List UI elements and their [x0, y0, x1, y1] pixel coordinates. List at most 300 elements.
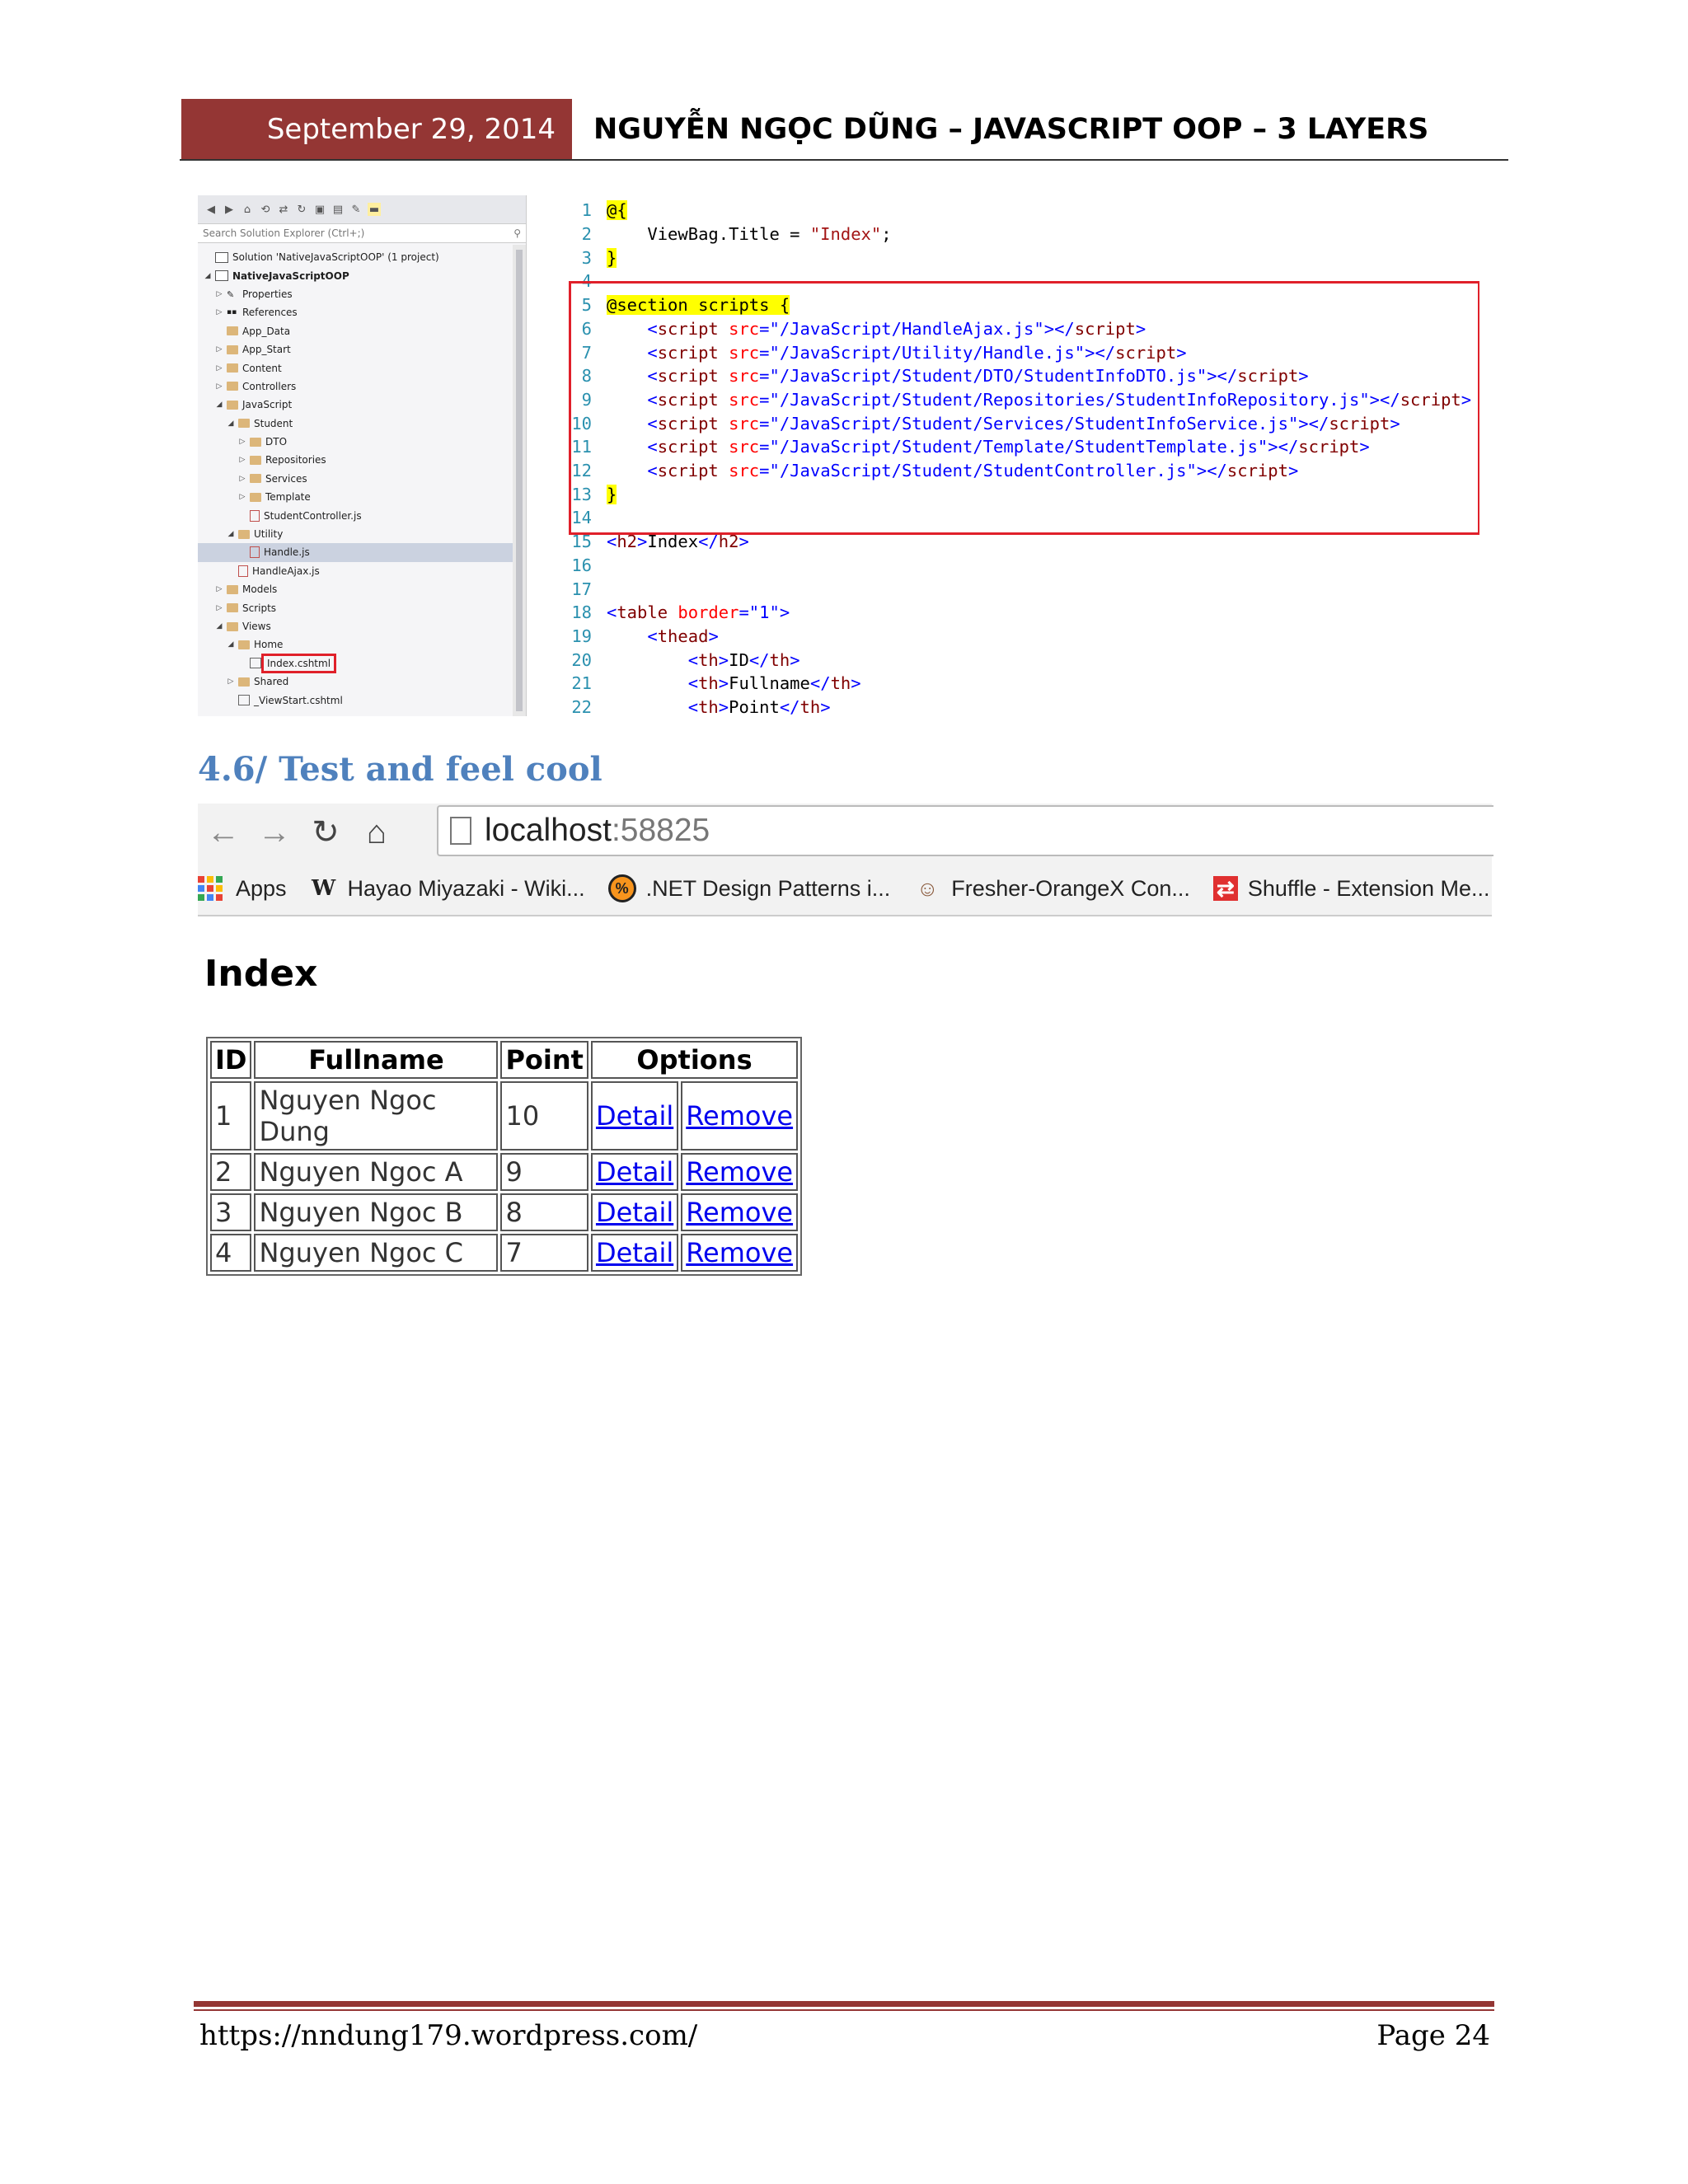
tree-item-label: Scripts [242, 602, 277, 614]
code-token: th [830, 673, 851, 694]
cell-option [681, 1081, 798, 1151]
expander-icon[interactable]: ▷ [239, 456, 246, 465]
jenkins-icon: ☺ [916, 875, 939, 901]
bookmark-label: Shuffle - Extension Me... [1247, 875, 1490, 901]
cell-id: 4 [210, 1234, 251, 1272]
browser-nav-row [198, 804, 1492, 861]
code-text [607, 224, 892, 244]
code-token: > [1461, 389, 1472, 410]
cell-fullname: Nguyen Ngoc B [254, 1193, 498, 1231]
code-token [668, 602, 678, 622]
collapse-icon[interactable]: ▣ [314, 203, 326, 216]
line-number: 13 [571, 484, 592, 504]
detail-link[interactable]: Detail [595, 1237, 674, 1268]
folder-icon [238, 419, 250, 428]
code-token: < [607, 649, 699, 670]
bookmark-label: Hayao Miyazaki - Wiki... [347, 875, 585, 901]
history-icon[interactable]: ⟲ [260, 203, 270, 216]
code-token: script [657, 461, 719, 481]
code-token: th [769, 649, 790, 670]
code-line [560, 223, 1475, 246]
folder-icon [250, 456, 261, 465]
code-token: script [1074, 318, 1136, 339]
tree-item[interactable] [198, 377, 526, 396]
bookmark-item[interactable] [913, 874, 1190, 902]
remove-link[interactable]: Remove [686, 1100, 794, 1132]
tree-item-label: HandleAjax.js [252, 565, 320, 577]
code-token: ="/JavaScript/Student/DTO/StudentInfoDTO.js"></ [759, 366, 1238, 387]
code-token: > [1390, 413, 1400, 434]
code-token: ID [729, 649, 749, 670]
folder-icon [238, 677, 250, 687]
line-number: 1 [581, 200, 592, 221]
code-text [607, 602, 790, 622]
tree-item[interactable] [198, 451, 526, 469]
code-token: > [637, 532, 648, 552]
dofactory-icon: % [608, 874, 636, 902]
tree-item-label: _ViewStart.cshtml [254, 694, 343, 706]
code-token: h2 [617, 532, 638, 552]
code-token: script [1115, 342, 1177, 363]
code-line [560, 625, 1475, 649]
solution-search-placeholder: Search Solution Explorer (Ctrl+;) [203, 227, 365, 239]
cell-point: 10 [500, 1081, 588, 1151]
wrench-icon: ✎ [227, 289, 235, 301]
solution-explorer-toolbar [198, 195, 526, 224]
code-token: < [607, 697, 699, 716]
tree-item-label: DTO [265, 436, 288, 448]
address-bar[interactable] [437, 805, 1493, 856]
table-header-cell: ID [210, 1041, 251, 1079]
tree-item-label: Template [265, 491, 311, 504]
code-token: > [820, 697, 831, 716]
tree-item[interactable] [198, 396, 526, 414]
line-number: 18 [571, 602, 592, 623]
code-token: script [1298, 437, 1360, 457]
code-line [560, 199, 1475, 223]
code-token: ="/JavaScript/Student/Services/StudentInfoService.js"></ [759, 413, 1329, 434]
code-token: src [729, 413, 760, 434]
expander-icon[interactable]: ▷ [216, 289, 223, 298]
remove-link[interactable]: Remove [686, 1197, 794, 1228]
line-number: 4 [581, 271, 592, 292]
tree-item[interactable] [198, 470, 526, 488]
code-token: h2 [718, 532, 739, 552]
cell-option [681, 1234, 798, 1272]
tree-item[interactable] [198, 691, 526, 709]
code-text [607, 248, 617, 268]
code-text [607, 697, 831, 716]
js-icon [250, 546, 260, 558]
tree-item[interactable] [198, 525, 526, 543]
solution-scrollbar[interactable] [513, 245, 526, 716]
expander-icon[interactable]: ▷ [216, 345, 223, 354]
code-token: script [657, 366, 719, 387]
line-number: 10 [571, 413, 592, 434]
folder-icon [227, 345, 238, 354]
line-number: 8 [581, 366, 592, 387]
code-token: < [607, 673, 699, 694]
expander-icon[interactable]: ▷ [216, 363, 223, 373]
cshtml-icon [238, 695, 250, 705]
tree-item[interactable] [198, 415, 526, 433]
code-line [560, 577, 1475, 601]
refresh-icon[interactable]: ↻ [297, 203, 307, 216]
table-row [210, 1193, 798, 1231]
forward-arrow-icon[interactable]: → [258, 813, 291, 851]
table-row [210, 1153, 798, 1191]
code-line [560, 554, 1475, 578]
code-token: th [799, 697, 821, 716]
bookmark-item[interactable] [608, 874, 891, 902]
ide-screenshot [198, 195, 1479, 716]
code-line [560, 246, 1475, 269]
table-header-cell: Options [591, 1041, 798, 1079]
code-token: > [1135, 318, 1146, 339]
remove-link[interactable]: Remove [686, 1156, 794, 1188]
cell-option [591, 1081, 678, 1151]
code-token: Fullname [729, 673, 810, 694]
cell-option [681, 1193, 798, 1231]
code-token: script [1400, 389, 1461, 410]
folder-icon [227, 622, 238, 631]
code-token: </ [698, 532, 719, 552]
expander-icon[interactable]: ▷ [216, 585, 223, 594]
code-token: @{ [607, 200, 627, 221]
tree-item-label: Views [242, 621, 271, 632]
cell-fullname: Nguyen Ngoc Dung [254, 1081, 498, 1151]
expander-icon[interactable]: ◢ [227, 640, 234, 649]
code-token: ; [881, 224, 892, 245]
line-number: 22 [571, 697, 592, 716]
table-header-cell: Fullname [254, 1041, 498, 1079]
bookmark-item[interactable] [1213, 876, 1490, 902]
code-token: th [698, 673, 719, 694]
home-icon[interactable]: ⌂ [366, 813, 387, 851]
code-token: > [851, 673, 861, 694]
line-number: 9 [581, 389, 592, 410]
cell-id: 2 [210, 1153, 251, 1191]
shuffle-icon: ⇄ [1213, 876, 1238, 901]
line-number: 20 [571, 649, 592, 670]
line-number: 17 [571, 579, 592, 599]
folder-icon [250, 493, 261, 502]
expander-icon[interactable]: ▷ [216, 382, 223, 391]
tree-item-label: App_Data [242, 325, 291, 337]
solution-icon [215, 252, 228, 263]
show-all-icon[interactable]: ▤ [332, 203, 344, 216]
code-token: script [657, 318, 719, 339]
cell-fullname: Nguyen Ngoc C [254, 1234, 498, 1272]
browser-chrome [198, 804, 1492, 916]
expander-icon[interactable]: ◢ [216, 622, 223, 630]
tree-item[interactable] [198, 433, 526, 451]
apps-icon [198, 874, 226, 902]
folder-icon [227, 585, 238, 594]
code-token: src [729, 437, 760, 457]
tree-item[interactable] [198, 654, 526, 673]
js-icon [238, 565, 248, 577]
section-heading: 4.6/ Test and feel cool [198, 750, 603, 789]
code-token: > [1287, 461, 1299, 481]
code-token: th [698, 649, 719, 670]
tree-item[interactable] [198, 303, 526, 321]
tree-item-label: Utility [254, 528, 284, 541]
cell-id: 3 [210, 1193, 251, 1231]
cell-option [591, 1234, 678, 1272]
solution-tree [198, 243, 526, 710]
tree-item[interactable] [198, 598, 526, 616]
code-token: } [607, 247, 617, 268]
tree-item-label: Models [242, 583, 278, 596]
code-token: } [607, 484, 617, 504]
properties-icon[interactable]: ✎ [351, 203, 361, 216]
tree-item[interactable] [198, 543, 526, 561]
code-token: ViewBag.Title = [607, 224, 810, 245]
cell-id: 1 [210, 1081, 251, 1151]
folder-icon [227, 401, 238, 410]
code-token: < [607, 366, 658, 387]
bookmark-item[interactable] [310, 874, 585, 902]
code-line [560, 601, 1475, 625]
code-token: ="/JavaScript/Student/StudentController.js"></ [759, 461, 1227, 481]
tree-item[interactable] [198, 617, 526, 635]
code-token: < [607, 389, 658, 410]
folder-icon [227, 603, 238, 612]
code-token: table [617, 602, 668, 623]
back-arrow-icon[interactable]: ← [207, 813, 240, 851]
cell-point: 9 [500, 1153, 588, 1191]
tree-item[interactable] [198, 673, 526, 691]
code-token: ="/JavaScript/HandleAjax.js"></ [759, 318, 1075, 339]
sync-icon[interactable]: ⇄ [279, 203, 288, 216]
student-table [206, 1037, 802, 1276]
expander-icon[interactable]: ▷ [239, 438, 246, 447]
tree-item[interactable] [198, 340, 526, 359]
tree-item-label: Controllers [242, 380, 297, 392]
folder-icon [238, 530, 250, 539]
tree-item-label: Handle.js [264, 546, 310, 559]
line-number: 3 [581, 247, 592, 268]
url-port: :58825 [611, 813, 710, 848]
code-token: < [607, 318, 658, 339]
code-token: < [607, 532, 617, 552]
code-token: script [1226, 461, 1288, 481]
expander-icon[interactable]: ◢ [227, 419, 234, 428]
code-token: ="1"> [738, 602, 790, 623]
code-text [607, 200, 627, 220]
tree-item-label: JavaScript [242, 399, 293, 411]
cell-option [591, 1193, 678, 1231]
tree-item-label: References [242, 307, 298, 319]
header-date: September 29, 2014 [181, 99, 572, 160]
tree-item-label: Content [242, 362, 282, 374]
code-token: < [607, 342, 658, 363]
code-token: src [729, 389, 760, 410]
cell-option [591, 1153, 678, 1191]
tree-item[interactable] [198, 488, 526, 506]
code-token: > [718, 697, 729, 716]
search-icon: ⚲ [513, 227, 521, 239]
expander-icon[interactable]: ▷ [239, 474, 246, 483]
code-token: script [657, 437, 719, 457]
project-icon [215, 270, 228, 281]
cshtml-icon [250, 658, 261, 668]
tree-item[interactable] [198, 580, 526, 598]
code-line [560, 696, 1475, 716]
tree-item-label: Repositories [265, 454, 326, 466]
expander-icon[interactable]: ▷ [216, 603, 223, 612]
line-number: 12 [571, 461, 592, 481]
tree-item[interactable] [198, 359, 526, 377]
code-token: script [657, 413, 719, 434]
reload-icon[interactable]: ↻ [312, 814, 340, 851]
folder-icon [227, 326, 238, 335]
js-icon [250, 510, 260, 522]
code-token: < [607, 413, 658, 434]
folder-icon [227, 382, 238, 391]
line-number: 19 [571, 626, 592, 646]
table-row [210, 1234, 798, 1272]
cell-point: 7 [500, 1234, 588, 1272]
bookmark-item[interactable] [198, 874, 287, 902]
tree-item-label: Home [254, 639, 284, 651]
code-token: < [607, 602, 617, 623]
tree-item[interactable] [198, 322, 526, 340]
tree-item[interactable] [198, 506, 526, 524]
code-token: src [729, 366, 760, 387]
expander-icon[interactable]: ◢ [204, 271, 211, 280]
detail-link[interactable]: Detail [595, 1197, 674, 1228]
code-token: src [729, 342, 760, 363]
tree-item[interactable] [198, 266, 526, 284]
line-number: 2 [581, 224, 592, 245]
footer-url: https://nndung179.wordpress.com/ [199, 2019, 698, 2052]
bookmark-label: Fresher-OrangeX Con... [951, 875, 1190, 901]
line-number: 6 [581, 318, 592, 339]
detail-link[interactable]: Detail [595, 1156, 674, 1188]
code-token: script [1237, 366, 1299, 387]
expander-icon[interactable]: ◢ [227, 530, 234, 539]
code-token: thead [657, 626, 709, 646]
code-token: ="/JavaScript/Utility/Handle.js"></ [759, 342, 1116, 363]
code-token: border [678, 602, 739, 623]
wikipedia-icon: W [311, 876, 336, 901]
code-token: < [607, 626, 658, 646]
cell-point: 8 [500, 1193, 588, 1231]
code-token: > [718, 673, 729, 694]
code-token: > [1176, 342, 1187, 363]
folder-icon [250, 474, 261, 483]
code-token: > [708, 626, 719, 646]
solution-explorer [198, 195, 527, 716]
folder-icon [238, 640, 250, 649]
table-header-cell: Point [500, 1041, 588, 1079]
header-rule [180, 159, 1508, 161]
code-token: Index [647, 532, 699, 552]
references-icon: ▪▪ [227, 307, 237, 316]
code-token: </ [779, 697, 800, 716]
home-icon[interactable]: ⌂ [243, 203, 251, 216]
table-header-row [210, 1041, 798, 1079]
code-token: > [1359, 437, 1370, 457]
tree-item-label: Index.cshtml [267, 657, 331, 669]
line-number: 5 [581, 295, 592, 316]
tree-item[interactable] [198, 562, 526, 580]
expander-icon[interactable]: ▷ [227, 677, 234, 687]
code-line [560, 648, 1475, 672]
code-token: src [729, 461, 760, 481]
tree-item-label: Services [265, 472, 307, 485]
pin-icon[interactable]: ▬ [368, 203, 380, 216]
url-host: localhost [485, 813, 612, 848]
back-icon[interactable]: ◀ [207, 203, 215, 216]
line-number: 14 [571, 508, 592, 528]
tree-item[interactable] [198, 635, 526, 654]
tree-item-label: App_Start [242, 344, 291, 356]
bookmarks-bar [198, 868, 1492, 909]
code-text [607, 650, 800, 670]
code-token: src [729, 318, 760, 339]
tree-item-label: StudentController.js [264, 509, 362, 522]
code-token: < [607, 437, 658, 457]
footer-page-number: Page 24 [1376, 2019, 1490, 2052]
code-token: > [1298, 366, 1309, 387]
expander-icon[interactable]: ◢ [216, 401, 223, 410]
tree-item[interactable] [198, 285, 526, 303]
code-token: "Index" [809, 224, 882, 245]
header-title: NGUYỄN NGỌC DŨNG – JAVASCRIPT OOP – 3 LAYERS [593, 113, 1429, 146]
tree-item-label: Student [254, 417, 293, 429]
tree-item-label: Shared [254, 676, 289, 688]
code-text [607, 626, 719, 646]
code-token: Point [729, 697, 780, 716]
code-token: script [1329, 413, 1390, 434]
forward-icon[interactable]: ▶ [225, 203, 233, 216]
line-number: 7 [581, 342, 592, 363]
line-number: 21 [571, 673, 592, 694]
code-token: </ [809, 673, 831, 694]
code-token: < [607, 461, 658, 481]
bookmark-label: Apps [236, 875, 287, 901]
tree-item-label: Properties [242, 288, 293, 300]
solution-search-input[interactable] [198, 224, 526, 243]
code-token: ="/JavaScript/Student/Template/StudentTemplate.js"></ [759, 437, 1299, 457]
code-line [560, 672, 1475, 696]
code-token: > [790, 649, 800, 670]
expander-icon[interactable]: ▷ [239, 493, 246, 502]
cell-fullname: Nguyen Ngoc A [254, 1153, 498, 1191]
code-token: > [718, 649, 729, 670]
tree-item[interactable] [198, 248, 526, 266]
footer-rule [194, 2001, 1494, 2007]
remove-link[interactable]: Remove [686, 1237, 794, 1268]
footer-rule-thin [194, 2009, 1494, 2011]
bookmark-label: .NET Design Patterns i... [645, 875, 891, 901]
code-token: script [657, 342, 719, 363]
line-number: 16 [571, 555, 592, 575]
folder-icon [250, 438, 261, 447]
folder-icon [227, 363, 238, 373]
line-number: 11 [571, 437, 592, 457]
code-token: </ [748, 649, 770, 670]
expander-icon[interactable]: ▷ [216, 308, 223, 317]
detail-link[interactable]: Detail [595, 1100, 674, 1132]
line-number: 15 [571, 532, 592, 552]
code-token: > [738, 532, 749, 552]
page-heading: Index [204, 953, 318, 995]
code-token: ="/JavaScript/Student/Repositories/StudentInfoRepository.js"></ [759, 389, 1400, 410]
